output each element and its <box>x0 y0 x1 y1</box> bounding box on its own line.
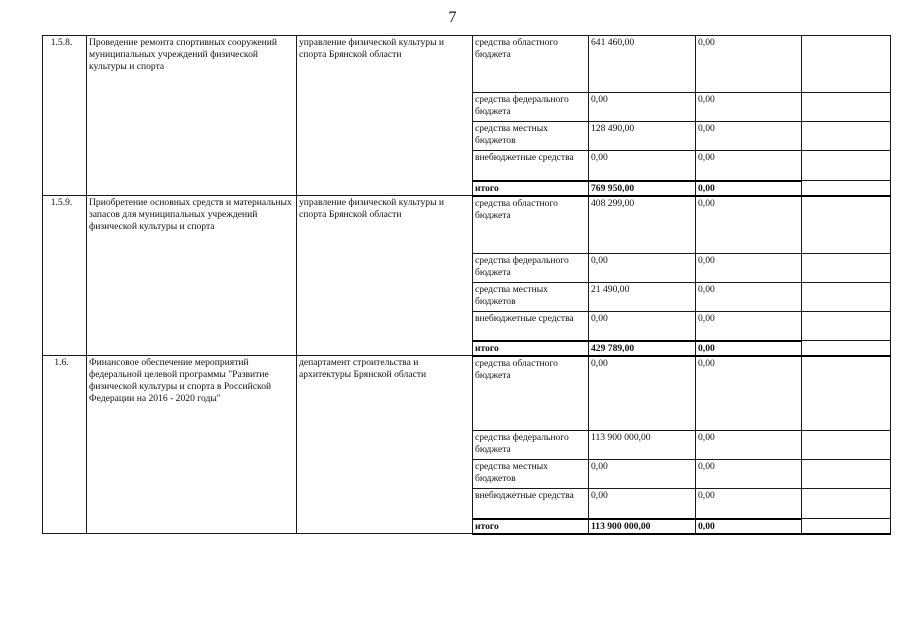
funding-amount-2: 0,00 <box>696 196 802 254</box>
funding-amount: 0,00 <box>589 460 696 489</box>
funding-amount-2: 0,00 <box>696 151 802 181</box>
total-amount: 113 900 000,00 <box>589 519 696 534</box>
empty-cell <box>802 93 891 122</box>
funding-source: средства областного бюджета <box>473 196 589 254</box>
funding-amount: 641 460,00 <box>589 36 696 93</box>
empty-cell <box>802 431 891 460</box>
funding-source: внебюджетные средства <box>473 312 589 341</box>
funding-amount-2: 0,00 <box>696 283 802 312</box>
funding-source: средства областного бюджета <box>473 36 589 93</box>
item-number: 1.5.9. <box>43 196 87 356</box>
funding-source: средства местных бюджетов <box>473 122 589 151</box>
table-row <box>43 36 891 93</box>
funding-source: средства местных бюджетов <box>473 283 589 312</box>
funding-source: средства областного бюджета <box>473 356 589 431</box>
funding-amount: 0,00 <box>589 356 696 431</box>
funding-source: средства федерального бюджета <box>473 254 589 283</box>
funding-source: внебюджетные средства <box>473 489 589 519</box>
total-amount-2: 0,00 <box>696 181 802 196</box>
empty-cell <box>802 122 891 151</box>
item-name: Приобретение основных средств и материальных запасов для муниципальных учреждений физической культуры и спорта <box>87 196 297 356</box>
funding-amount-2: 0,00 <box>696 460 802 489</box>
total-amount-2: 0,00 <box>696 341 802 356</box>
page-number: 7 <box>448 9 457 26</box>
funding-amount-2: 0,00 <box>696 312 802 341</box>
empty-cell <box>802 151 891 181</box>
funding-amount: 0,00 <box>589 93 696 122</box>
funding-amount: 0,00 <box>589 312 696 341</box>
funding-amount: 0,00 <box>589 489 696 519</box>
funding-amount: 0,00 <box>589 151 696 181</box>
funding-amount: 128 490,00 <box>589 122 696 151</box>
funding-amount-2: 0,00 <box>696 356 802 431</box>
funding-source: средства местных бюджетов <box>473 460 589 489</box>
funding-source: средства федерального бюджета <box>473 93 589 122</box>
funding-amount: 408 299,00 <box>589 196 696 254</box>
funding-amount-2: 0,00 <box>696 93 802 122</box>
total-label: итого <box>473 519 589 534</box>
total-label: итого <box>473 341 589 356</box>
empty-cell <box>802 312 891 341</box>
funding-amount-2: 0,00 <box>696 254 802 283</box>
funding-amount-2: 0,00 <box>696 431 802 460</box>
budget-table <box>42 35 891 535</box>
total-amount: 429 789,00 <box>589 341 696 356</box>
item-number: 1.6. <box>43 356 87 534</box>
item-executor: департамент строительства и архитектуры Брянской области <box>297 356 473 534</box>
empty-cell <box>802 283 891 312</box>
funding-amount-2: 0,00 <box>696 36 802 93</box>
item-executor: управление физической культуры и спорта Брянской области <box>297 196 473 356</box>
total-label: итого <box>473 181 589 196</box>
item-name: Проведение ремонта спортивных сооружений муниципальных учреждений физической культуры и спорта <box>87 36 297 196</box>
empty-cell <box>802 181 891 196</box>
empty-cell <box>802 254 891 283</box>
empty-cell <box>802 196 891 254</box>
empty-cell <box>802 356 891 431</box>
funding-amount: 0,00 <box>589 254 696 283</box>
empty-cell <box>802 460 891 489</box>
table-row <box>43 356 891 431</box>
empty-cell <box>802 36 891 93</box>
total-amount-2: 0,00 <box>696 519 802 534</box>
empty-cell <box>802 341 891 356</box>
empty-cell <box>802 519 891 534</box>
funding-source: внебюджетные средства <box>473 151 589 181</box>
item-executor: управление физической культуры и спорта Брянской области <box>297 36 473 196</box>
funding-amount-2: 0,00 <box>696 122 802 151</box>
item-name: Финансовое обеспечение мероприятий федеральной целевой программы "Развитие физической культуры и спорта в Российской Федерации на 2016 - 2020 годы" <box>87 356 297 534</box>
funding-amount: 113 900 000,00 <box>589 431 696 460</box>
funding-amount: 21 490,00 <box>589 283 696 312</box>
table-row <box>43 196 891 254</box>
total-amount: 769 950,00 <box>589 181 696 196</box>
funding-amount-2: 0,00 <box>696 489 802 519</box>
empty-cell <box>802 489 891 519</box>
item-number: 1.5.8. <box>43 36 87 196</box>
funding-source: средства федерального бюджета <box>473 431 589 460</box>
